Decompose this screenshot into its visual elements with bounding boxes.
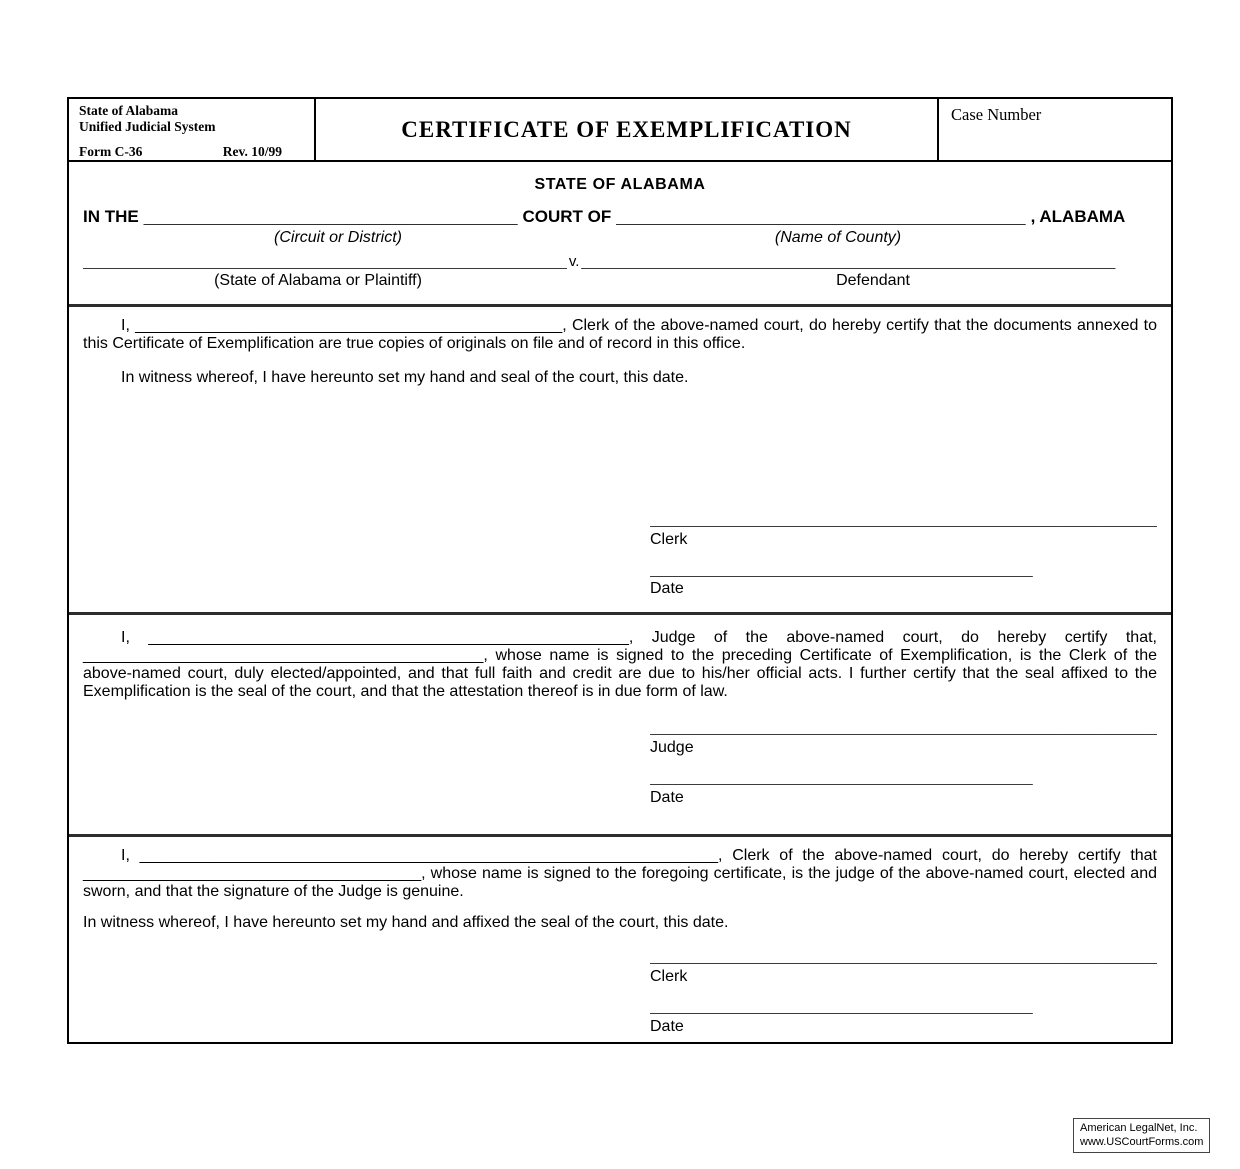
legalnet-stamp [1073,1118,1210,1153]
case-number-label: Case Number [951,105,1042,124]
court-line-hints [83,229,1157,247]
clerk2-date-label: Date [650,1017,684,1035]
form-title: CERTIFICATE OF EXEMPLIFICATION [316,99,939,160]
plaintiff-name-blank: __________________________________________________________ [83,253,567,270]
clerk2-date-line: ___________________________________________ [650,997,1033,1015]
clerk-judge-certificate-section [69,834,1171,1042]
plaintiff-hint: (State of Alabama or Plaintiff) [214,272,422,289]
clerk-date-line: ___________________________________________ [650,560,1033,578]
state-heading: STATE OF ALABAMA [534,176,706,193]
form-header [69,99,1171,162]
judge-certificate-paragraph: I, ______________________________________________________, Judge of the above-named court, do hereby certify that, _____________________________________________, whose name is signed to the preceding Certificate of Exemplification, is the Clerk of the above-named court, duly elected/appointed, and that full faith and credit are due to his/her official acts. I further certify that the seal affixed to the Exemplification is the seal of the court, and that the attestation thereof is in due form of law. [83,629,1157,701]
clerk2-signature-line: _________________________________________________________ [650,948,1157,966]
judge-date-label: Date [650,788,684,806]
circuit-district-hint: (Circuit or District) [274,229,402,246]
judge-signature-group [650,719,1157,757]
clerk2-signature-block [650,948,1157,1035]
judge-signature-line: _________________________________________________________ [650,719,1157,737]
judge-date-group [650,769,1157,807]
agency-name-line2: Unified Judicial System [79,118,216,134]
court-of-label: COURT OF [522,207,612,226]
court-name-blank: __________________________________________ [143,209,518,226]
form-number: Form C-36 [79,143,143,159]
agency-box [69,99,316,160]
legalnet-website: www.USCourtForms.com [1080,1136,1204,1149]
clerk-date-label: Date [650,580,684,598]
judge-signature-block [650,719,1157,806]
legalnet-company: American LegalNet, Inc. [1080,1122,1198,1134]
county-name-hint: (Name of County) [774,229,902,246]
clerk-judge-certificate-paragraph: I, _________________________________________________________________, Clerk of the above-named court, do hereby certify that ______________________________________, whose name is signed to the foregoing certificate, is the judge of the above-named court, elected and sworn, and that the signature of the Judge is genuine. [83,847,1157,901]
alabama-label: , ALABAMA [1030,207,1126,226]
clerk-signature-block [650,511,1157,598]
judge-certificate-section [69,612,1171,834]
clerk-signature-line: _________________________________________________________ [650,511,1157,529]
party-hints [83,272,1157,290]
clerk-witness-statement: In witness whereof, I have hereunto set my hand and seal of the court, this date. [121,369,689,387]
clerk2-signature-label: Clerk [650,967,688,985]
clerk-signature-group [650,511,1157,549]
clerk-certificate-section [69,304,1171,612]
clerk-date-group [650,561,1157,599]
defendant-name-blank: ________________________________________________________________ [581,253,1116,270]
case-caption [69,162,1171,304]
versus-line [83,253,1157,270]
revision-date: Rev. 10/99 [222,143,282,159]
court-line [83,207,1157,227]
defendant-label: Defendant [836,272,910,289]
form-meta [79,144,304,160]
clerk2-signature-group [650,948,1157,986]
in-the-label: IN THE [83,207,139,226]
versus-label: v. [568,253,580,270]
clerk2-date-group [650,998,1157,1036]
certificate-form [67,97,1173,1044]
judge-date-line: ___________________________________________ [650,768,1033,786]
agency-name-line1: State of Alabama [79,103,178,118]
judge-signature-label: Judge [650,738,694,756]
clerk-signature-label: Clerk [650,530,688,548]
county-name-blank: ______________________________________________ [616,209,1026,226]
clerk-judge-witness-statement: In witness whereof, I have hereunto set my hand and affixed the seal of the court, this date. [83,914,729,932]
clerk-certificate-paragraph: I, ________________________________________________, Clerk of the above-named court, do hereby certify that the documents annexed to this Certificate of Exemplification are true copies of originals on file and of record in this office. [83,317,1157,353]
